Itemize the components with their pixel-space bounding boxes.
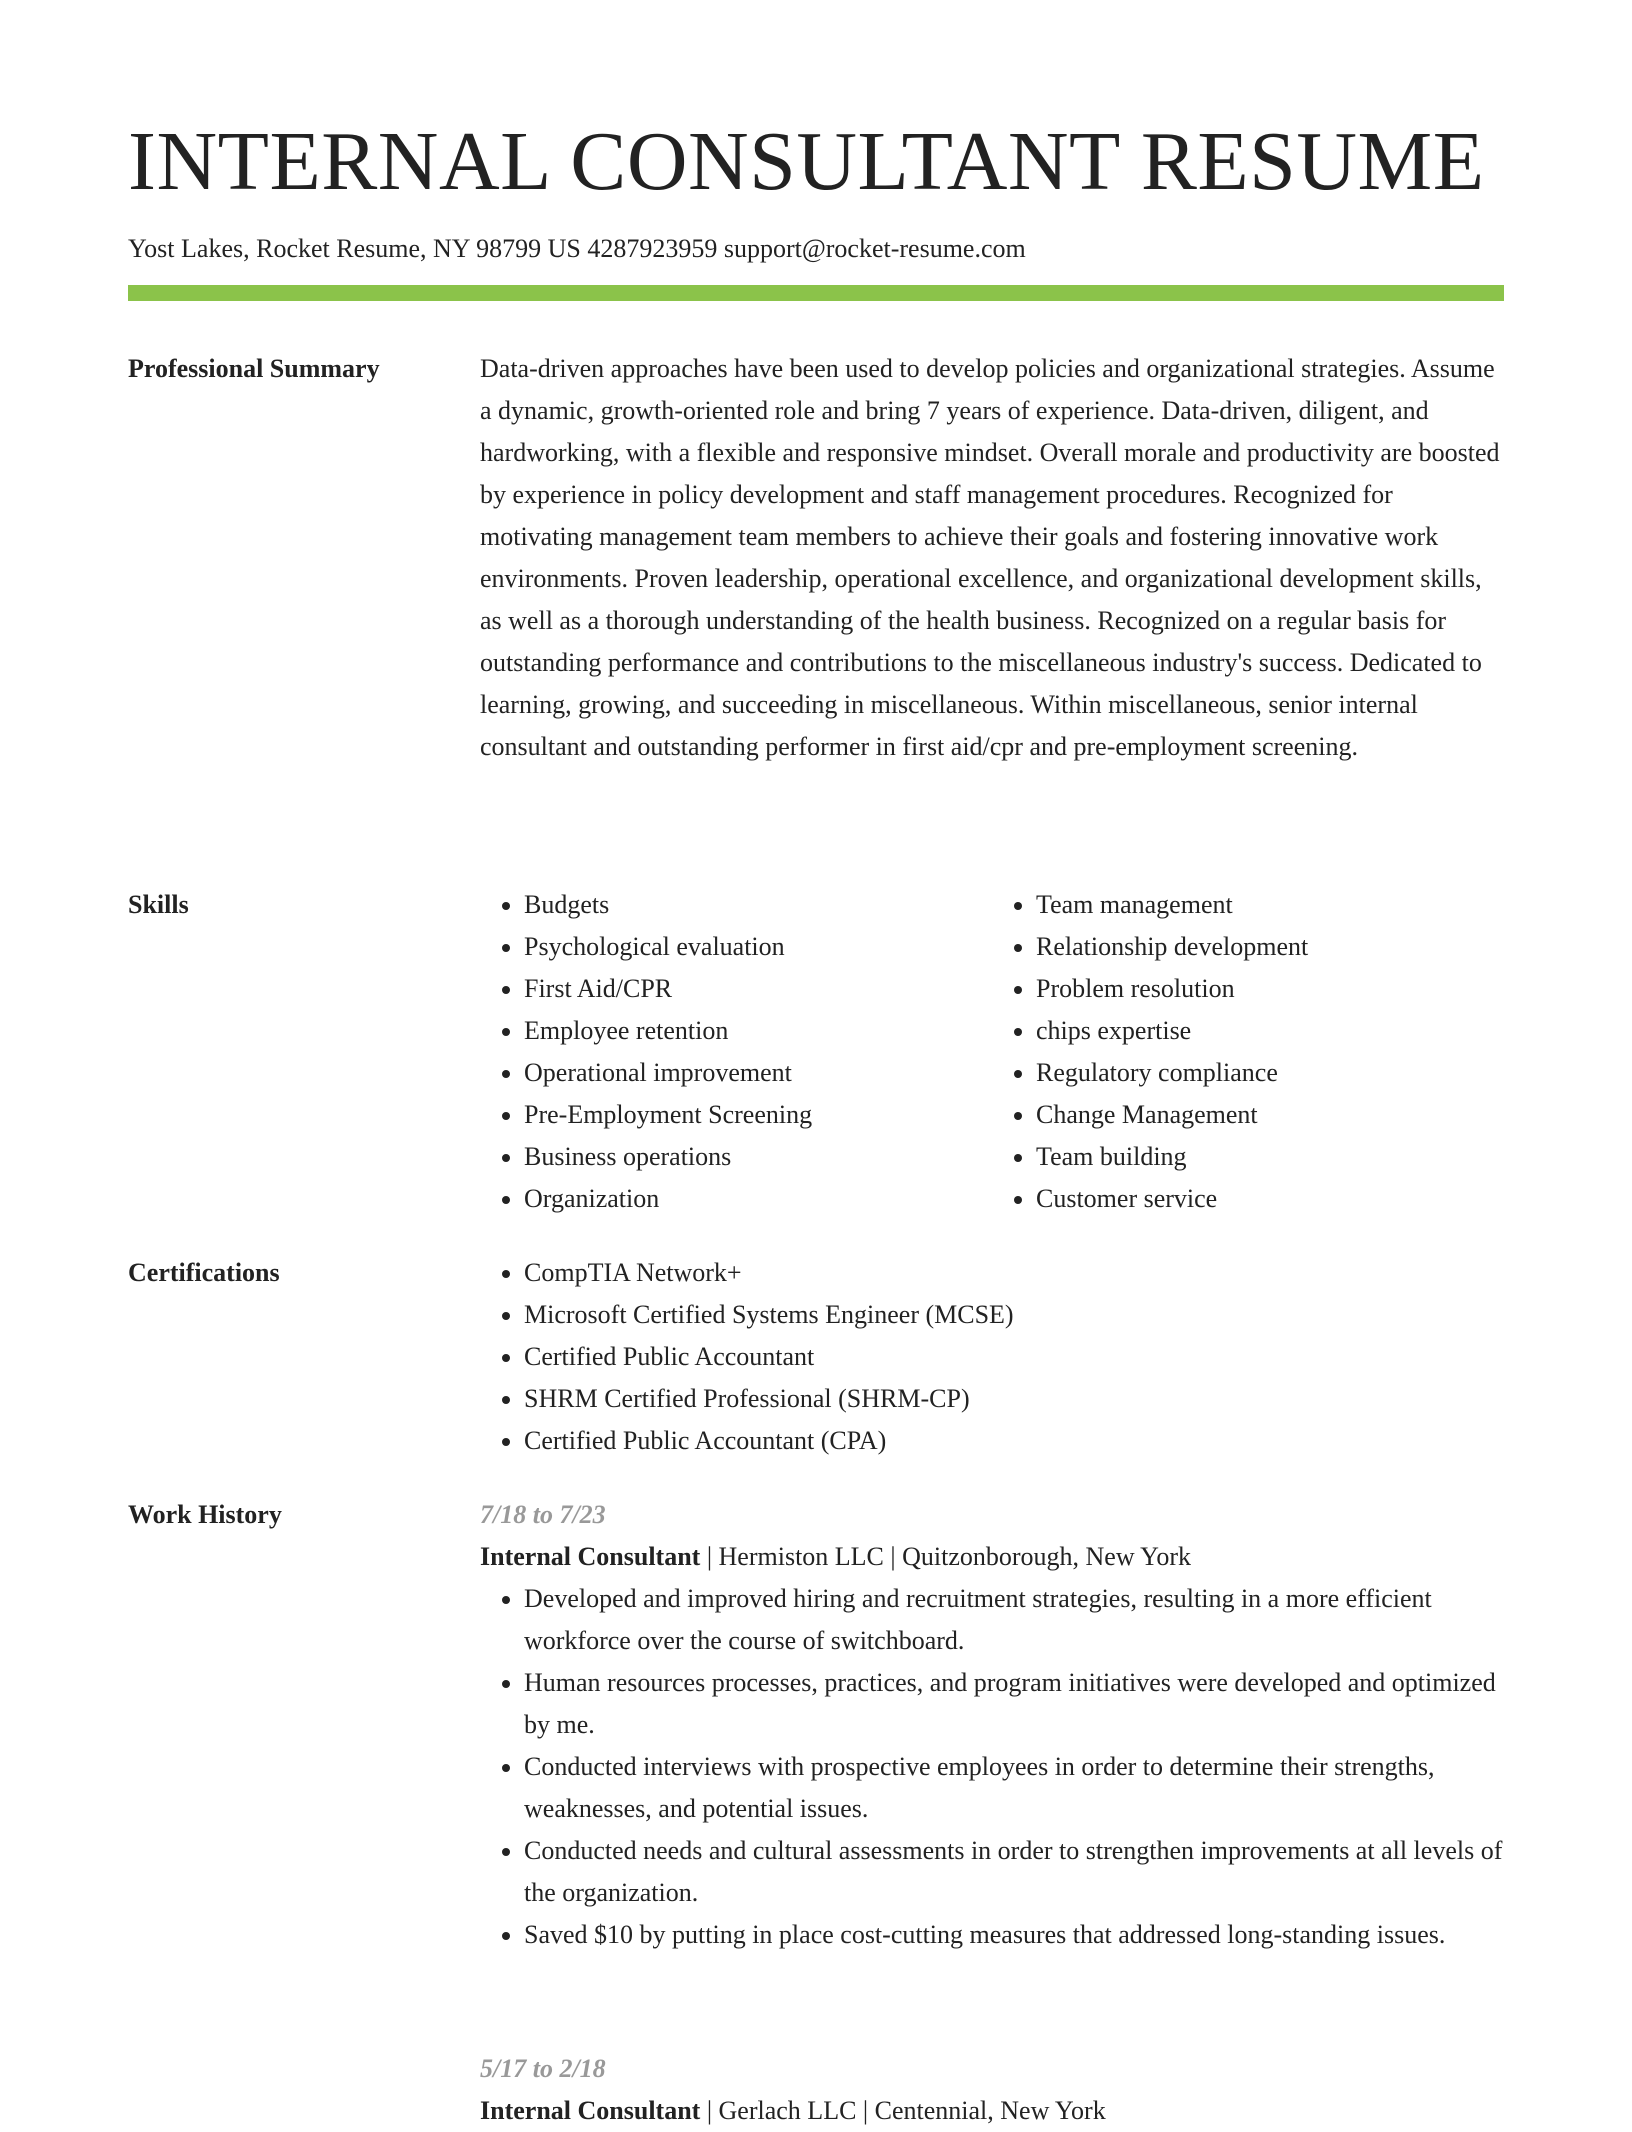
certification-item: • CompTIA Network+: [524, 1252, 1504, 1294]
skill-item: • Team building: [1036, 1136, 1504, 1178]
job-dates: 7/18 to 7/23: [480, 1500, 606, 1529]
contact-line: Yost Lakes, Rocket Resume, NY 98799 US 4287923959 support@rocket-resume.com: [128, 234, 1026, 263]
skill-item: • Pre-Employment Screening: [524, 1094, 992, 1136]
job-bullet: • Conducted needs and cultural assessments in order to strengthen improvements at all levels of the organization.: [524, 1830, 1504, 1914]
skill-item: • Employee retention: [524, 1010, 992, 1052]
job-entry: [480, 1494, 1504, 1956]
job-header: [480, 2090, 1504, 2132]
skill-item: • Change Management: [1036, 1094, 1504, 1136]
skill-item: • Customer service: [1036, 1178, 1504, 1220]
certifications-list: [480, 1252, 1504, 1462]
work-history-heading: Work History: [128, 1500, 282, 1529]
skills-list-right: [992, 884, 1504, 1220]
job-bullet: • Developed and improved hiring and recruitment strategies, resulting in a more efficient workforce over the course of switchboard.: [524, 1578, 1504, 1662]
summary-heading: Professional Summary: [128, 354, 380, 383]
skill-item: • Operational improvement: [524, 1052, 992, 1094]
job-details: | Hermiston LLC | Quitzonborough, New York: [700, 1542, 1191, 1571]
skill-item: • chips expertise: [1036, 1010, 1504, 1052]
job-title: Internal Consultant: [480, 1542, 701, 1571]
skill-item: • Team management: [1036, 884, 1504, 926]
job-bullets: [480, 1578, 1504, 1956]
skills-list-left: [480, 884, 992, 1220]
job-bullet: • Human resources processes, practices, and program initiatives were developed and optimized by me.: [524, 1662, 1504, 1746]
skills-heading: Skills: [128, 890, 189, 919]
skill-item: • Relationship development: [1036, 926, 1504, 968]
skill-item: • Regulatory compliance: [1036, 1052, 1504, 1094]
skill-item: • First Aid/CPR: [524, 968, 992, 1010]
skill-item: • Problem resolution: [1036, 968, 1504, 1010]
certification-item: • SHRM Certified Professional (SHRM-CP): [524, 1378, 1504, 1420]
job-bullet: • Saved $10 by putting in place cost-cutting measures that addressed long-standing issues.: [524, 1914, 1504, 1956]
job-header: [480, 1536, 1504, 1578]
certification-item: • Microsoft Certified Systems Engineer (MCSE): [524, 1294, 1504, 1336]
job-dates: 5/17 to 2/18: [480, 2054, 606, 2083]
job-title: Internal Consultant: [480, 2096, 701, 2125]
skill-item: • Budgets: [524, 884, 992, 926]
skill-item: • Business operations: [524, 1136, 992, 1178]
resume-title: INTERNAL CONSULTANT RESUME: [128, 115, 1485, 208]
accent-divider: [128, 285, 1504, 301]
summary-text: Data-driven approaches have been used to develop policies and organizational strategies. Assume a dynamic, growth-oriented role and bring 7 years of experience. Data-driven, diligent, and hardworking, with a flexible and responsive mindset. Overall morale and productivity are boosted by experience in policy development and staff management procedures. Recognized for motivating management team members to achieve their goals and fostering innovative work environments. Proven leadership, operational excellence, and organizational development skills, as well as a thorough understanding of the health business. Recognized on a regular basis for outstanding performance and contributions to the miscellaneous industry's success. Dedicated to learning, growing, and succeeding in miscellaneous. Within miscellaneous, senior internal consultant and outstanding performer in first aid/cpr and pre-employment screening.: [480, 354, 1500, 761]
certification-item: • Certified Public Accountant: [524, 1336, 1504, 1378]
certification-item: • Certified Public Accountant (CPA): [524, 1420, 1504, 1462]
skill-item: • Psychological evaluation: [524, 926, 992, 968]
certifications-heading: Certifications: [128, 1258, 280, 1287]
skill-item: • Organization: [524, 1178, 992, 1220]
job-details: | Gerlach LLC | Centennial, New York: [700, 2096, 1106, 2125]
job-bullet: • Conducted interviews with prospective employees in order to determine their strengths, weaknesses, and potential issues.: [524, 1746, 1504, 1830]
